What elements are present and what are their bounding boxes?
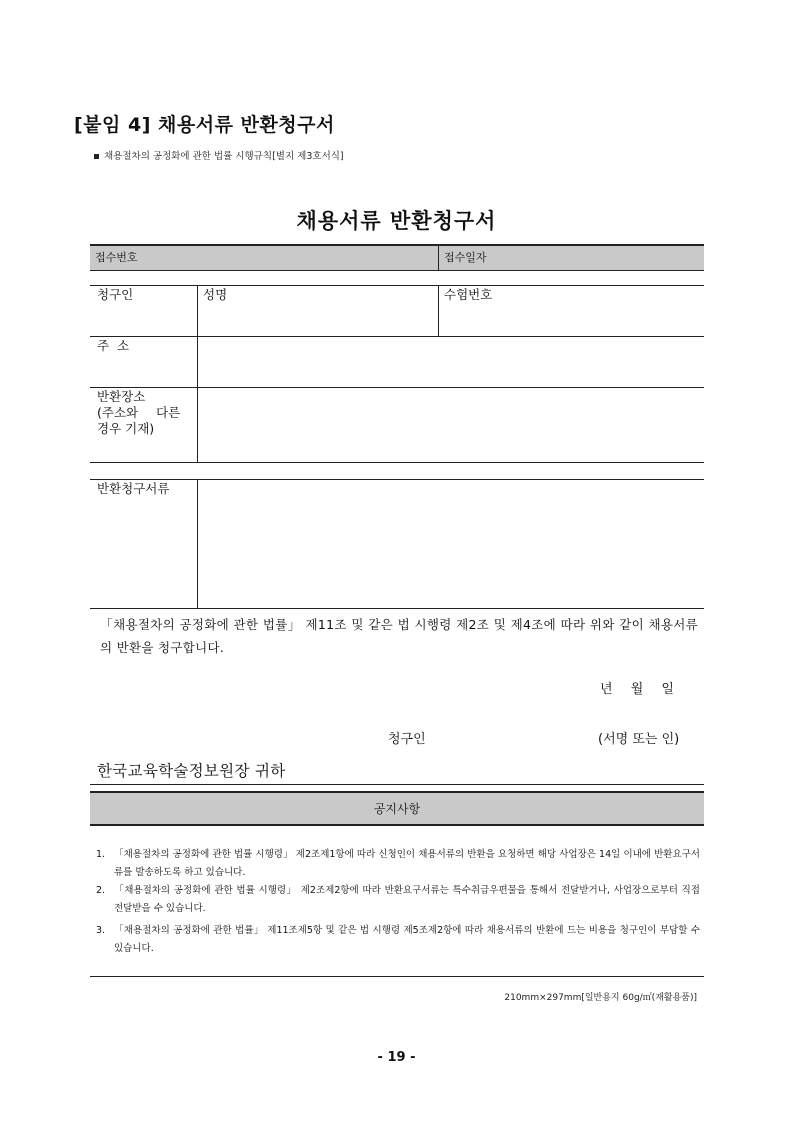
rule — [90, 976, 704, 977]
rule — [90, 285, 704, 286]
notice-item-text: 「채용절차의 공정화에 관한 법률 시행령」 제2조제2항에 따라 반환요구서류는 특수취급우편물을 통해서 전달받거나, 사업장으로부터 직접 전달받을 수 있습니다. — [114, 885, 700, 914]
receipt-date-label: 접수일자 — [444, 251, 487, 264]
rule — [90, 608, 704, 609]
rule — [90, 784, 704, 785]
rule — [90, 462, 704, 463]
notice-item-number: 3. — [96, 925, 106, 936]
notice-item-text: 「채용절차의 공정화에 관한 법률 시행령」 제2조제1항에 따라 신청인이 채용서류의 반환을 요청하면 해당 사업장은 14일 이내에 반환요구서류를 발송하도록 하고 있습니다. — [114, 849, 700, 878]
claimant-signature-label: 청구인 — [388, 732, 426, 747]
notice-item — [96, 882, 700, 918]
rule — [90, 270, 704, 271]
notice-item-text: 「채용절차의 공정화에 관한 법률」 제11조제5항 및 같은 법 시행령 제5조제2항에 따라 채용서류의 반환에 드는 비용을 청구인이 부담할 수 있습니다. — [114, 925, 700, 954]
legal-basis-note — [94, 148, 344, 162]
receipt-row-background — [90, 245, 704, 270]
addressee: 한국교육학술정보원장 귀하 — [97, 762, 286, 780]
documents-label: 반환청구서류 — [97, 481, 170, 496]
notice-item — [96, 846, 700, 882]
exam-number-field[interactable]: 수험번호 — [444, 287, 493, 302]
return-place-note-2: 경우 기재) — [97, 421, 155, 436]
notice-title: 공지사항 — [373, 802, 421, 816]
return-place-note-1: (주소와 다른 — [97, 405, 181, 420]
name-field[interactable]: 성명 — [203, 287, 228, 302]
return-place-field[interactable] — [198, 388, 703, 461]
date-line: 년 월 일 — [600, 682, 674, 697]
statement-text: 「채용절차의 공정화에 관한 법률」 제11조 및 같은 법 시행령 제2조 및 제4조에 따라 위와 같이 채용서류의 반환을 청구합니다. — [100, 617, 698, 655]
bullet-square-icon — [94, 154, 99, 159]
notice-item — [96, 922, 700, 958]
rule — [438, 245, 439, 270]
address-field[interactable] — [198, 337, 703, 386]
rule — [438, 285, 439, 336]
claimant-label: 청구인 — [97, 287, 134, 302]
attachment-heading: [붙임 4] 채용서류 반환청구서 — [74, 114, 335, 136]
notice-item-number: 1. — [96, 849, 106, 860]
return-place-title: 반환장소 — [97, 389, 146, 404]
form-title: 채용서류 반환청구서 — [296, 209, 497, 233]
documents-field[interactable] — [198, 480, 703, 607]
signature-hint: (서명 또는 인) — [598, 732, 680, 747]
page-number: - 19 - — [377, 1050, 416, 1065]
rule — [90, 824, 704, 826]
return-place-label — [97, 389, 189, 437]
legal-basis-text: 채용절차의 공정화에 관한 법률 시행규칙[별지 제3호서식] — [104, 151, 344, 162]
paper-spec: 210mm×297mm[일반용지 60g/㎡(재활용품)] — [504, 993, 697, 1003]
address-label: 주 소 — [97, 338, 130, 353]
receipt-number-label: 접수번호 — [95, 251, 138, 264]
notice-item-number: 2. — [96, 885, 106, 896]
rule — [90, 791, 704, 793]
rule — [90, 244, 704, 246]
